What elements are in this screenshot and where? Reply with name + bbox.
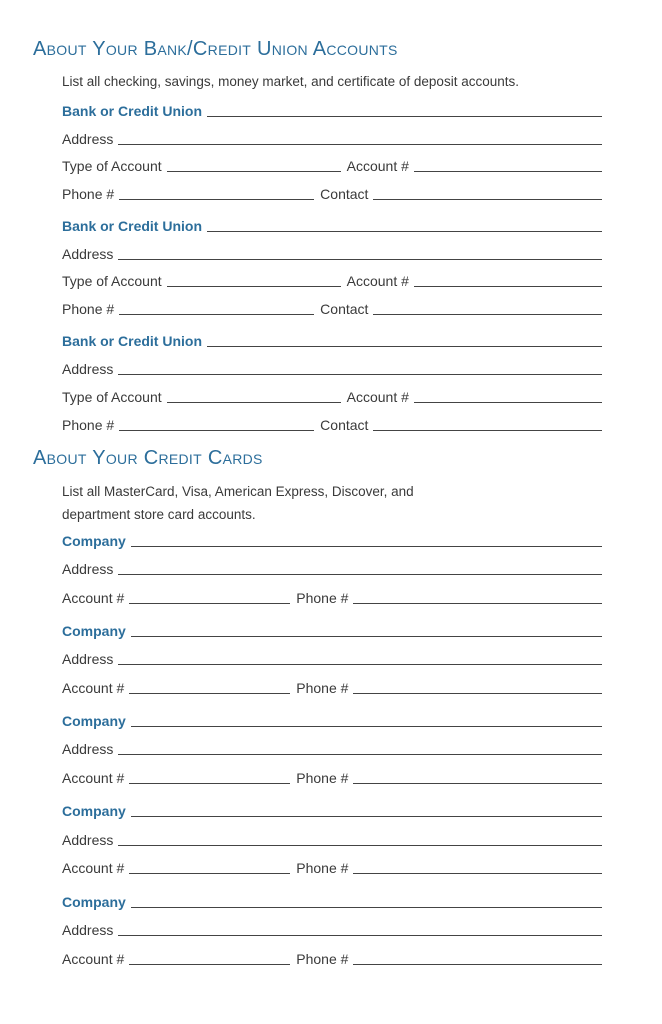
bank-institution-row bbox=[62, 329, 602, 349]
phone-field[interactable] bbox=[119, 430, 314, 431]
contact-field[interactable] bbox=[373, 430, 602, 431]
address-field[interactable] bbox=[118, 935, 602, 936]
institution-field[interactable] bbox=[207, 346, 602, 347]
address-field[interactable] bbox=[118, 259, 602, 260]
account-number-label: Account # bbox=[62, 590, 125, 606]
bank-institution-row bbox=[62, 214, 602, 234]
type-of-account-label: Type of Account bbox=[62, 273, 162, 289]
bank-phone-contact-row bbox=[62, 413, 602, 433]
card-account-phone-row bbox=[62, 586, 602, 606]
bank-type-account-row bbox=[62, 269, 602, 289]
phone-label: Phone # bbox=[296, 951, 349, 967]
card-account-phone-row bbox=[62, 856, 602, 876]
contact-field[interactable] bbox=[373, 314, 602, 315]
type-of-account-field[interactable] bbox=[167, 171, 341, 172]
phone-field[interactable] bbox=[353, 783, 602, 784]
card-address-row bbox=[62, 737, 602, 757]
account-number-field[interactable] bbox=[129, 964, 290, 965]
address-label: Address bbox=[62, 651, 114, 667]
card-company-row bbox=[62, 799, 602, 819]
phone-label: Phone # bbox=[62, 186, 115, 202]
bank-type-account-row bbox=[62, 385, 602, 405]
phone-label: Phone # bbox=[296, 860, 349, 876]
cards-section-intro-line1: List all MasterCard, Visa, American Express, Discover, and bbox=[62, 484, 414, 499]
phone-label: Phone # bbox=[62, 417, 115, 433]
institution-label: Bank or Credit Union bbox=[62, 103, 203, 119]
account-number-label: Account # bbox=[346, 273, 409, 289]
bank-address-row bbox=[62, 242, 602, 262]
contact-label: Contact bbox=[320, 301, 369, 317]
address-label: Address bbox=[62, 922, 114, 938]
account-number-label: Account # bbox=[62, 680, 125, 696]
bank-address-row bbox=[62, 127, 602, 147]
account-number-label: Account # bbox=[62, 770, 125, 786]
address-field[interactable] bbox=[118, 664, 602, 665]
address-field[interactable] bbox=[118, 845, 602, 846]
phone-field[interactable] bbox=[353, 964, 602, 965]
account-number-field[interactable] bbox=[414, 286, 602, 287]
contact-field[interactable] bbox=[373, 199, 602, 200]
account-number-field[interactable] bbox=[129, 603, 290, 604]
address-label: Address bbox=[62, 131, 114, 147]
account-number-label: Account # bbox=[62, 951, 125, 967]
bank-institution-row bbox=[62, 99, 602, 119]
type-of-account-field[interactable] bbox=[167, 402, 341, 403]
contact-label: Contact bbox=[320, 186, 369, 202]
bank-phone-contact-row bbox=[62, 182, 602, 202]
card-address-row bbox=[62, 918, 602, 938]
card-company-row bbox=[62, 890, 602, 910]
institution-label: Bank or Credit Union bbox=[62, 218, 203, 234]
phone-label: Phone # bbox=[62, 301, 115, 317]
address-field[interactable] bbox=[118, 574, 602, 575]
phone-field[interactable] bbox=[119, 199, 314, 200]
address-field[interactable] bbox=[118, 374, 602, 375]
account-number-field[interactable] bbox=[129, 783, 290, 784]
phone-field[interactable] bbox=[353, 873, 602, 874]
company-label: Company bbox=[62, 894, 126, 910]
card-address-row bbox=[62, 647, 602, 667]
card-account-phone-row bbox=[62, 947, 602, 967]
card-account-phone-row bbox=[62, 766, 602, 786]
address-label: Address bbox=[62, 832, 114, 848]
bank-phone-contact-row bbox=[62, 297, 602, 317]
company-field[interactable] bbox=[131, 726, 602, 727]
cards-section-intro-line2: department store card accounts. bbox=[62, 507, 256, 522]
account-number-field[interactable] bbox=[129, 873, 290, 874]
company-label: Company bbox=[62, 803, 126, 819]
company-field[interactable] bbox=[131, 907, 602, 908]
phone-field[interactable] bbox=[119, 314, 314, 315]
account-number-label: Account # bbox=[346, 158, 409, 174]
company-label: Company bbox=[62, 713, 126, 729]
address-field[interactable] bbox=[118, 754, 602, 755]
account-number-field[interactable] bbox=[414, 171, 602, 172]
address-label: Address bbox=[62, 561, 114, 577]
account-number-label: Account # bbox=[346, 389, 409, 405]
card-address-row bbox=[62, 828, 602, 848]
bank-address-row bbox=[62, 357, 602, 377]
company-field[interactable] bbox=[131, 636, 602, 637]
company-field[interactable] bbox=[131, 816, 602, 817]
card-account-phone-row bbox=[62, 676, 602, 696]
cards-section-heading: About Your Credit Cards bbox=[33, 447, 263, 469]
bank-section-intro: List all checking, savings, money market, and certificate of deposit accounts. bbox=[62, 74, 519, 89]
account-number-field[interactable] bbox=[129, 693, 290, 694]
institution-field[interactable] bbox=[207, 231, 602, 232]
phone-label: Phone # bbox=[296, 680, 349, 696]
address-label: Address bbox=[62, 246, 114, 262]
card-company-row bbox=[62, 619, 602, 639]
bank-type-account-row bbox=[62, 154, 602, 174]
institution-field[interactable] bbox=[207, 116, 602, 117]
company-label: Company bbox=[62, 533, 126, 549]
card-company-row bbox=[62, 529, 602, 549]
phone-label: Phone # bbox=[296, 590, 349, 606]
address-label: Address bbox=[62, 741, 114, 757]
account-number-label: Account # bbox=[62, 860, 125, 876]
card-company-row bbox=[62, 709, 602, 729]
card-address-row bbox=[62, 557, 602, 577]
company-field[interactable] bbox=[131, 546, 602, 547]
address-field[interactable] bbox=[118, 144, 602, 145]
bank-section-heading: About Your Bank/Credit Union Accounts bbox=[33, 38, 398, 60]
company-label: Company bbox=[62, 623, 126, 639]
phone-label: Phone # bbox=[296, 770, 349, 786]
phone-field[interactable] bbox=[353, 603, 602, 604]
contact-label: Contact bbox=[320, 417, 369, 433]
address-label: Address bbox=[62, 361, 114, 377]
institution-label: Bank or Credit Union bbox=[62, 333, 203, 349]
account-number-field[interactable] bbox=[414, 402, 602, 403]
type-of-account-field[interactable] bbox=[167, 286, 341, 287]
phone-field[interactable] bbox=[353, 693, 602, 694]
type-of-account-label: Type of Account bbox=[62, 389, 162, 405]
type-of-account-label: Type of Account bbox=[62, 158, 162, 174]
